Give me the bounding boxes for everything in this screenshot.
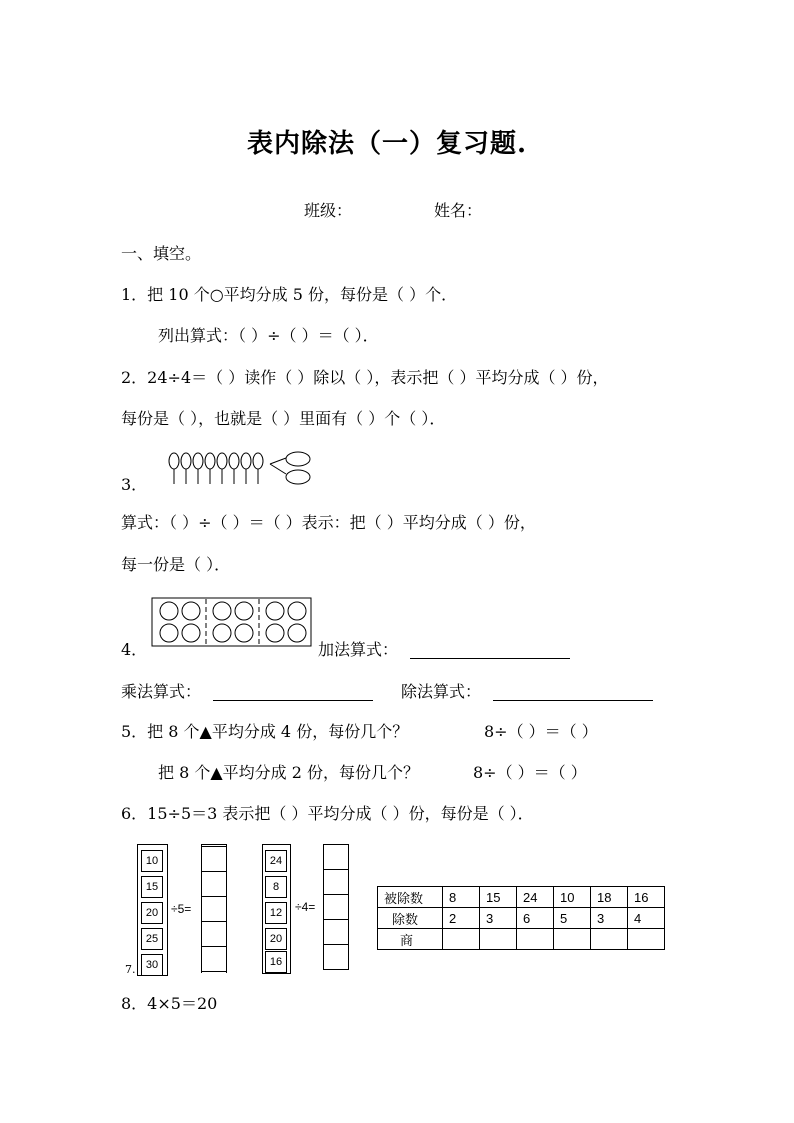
dividend-cell: 20 [265,928,287,950]
table-cell: 16 [628,887,665,908]
q1-line1: 1．把 10 个○平均分成 5 份，每份是（ ）个． [121,285,458,304]
divide-by-4-label: ÷4= [295,900,316,914]
class-label: 班级： [304,201,353,220]
table-cell: 5 [554,908,591,929]
q4-add-blank[interactable] [410,658,570,659]
q1-line2: 列出算式：（ ）÷（ ）＝（ ）． [158,326,379,345]
q4-number: 4． [121,640,148,659]
table-cell: 18 [591,887,628,908]
table-cell: 10 [554,887,591,908]
q4-mul-label: 乘法算式： [121,682,202,701]
q2-line2: 每份是（ ），也就是（ ）里面有（ ）个（ ）． [121,409,446,428]
answer-cell[interactable] [323,869,349,895]
answer-cell[interactable] [201,946,227,972]
column-frame [137,844,168,976]
table-cell: 3 [480,908,517,929]
row-label-divisor: 除数 [378,908,443,929]
dividend-cell: 8 [265,876,287,898]
table-cell: 24 [517,887,554,908]
dividend-cell: 15 [141,876,163,898]
dividend-cell: 12 [265,902,287,924]
answer-cell[interactable] [628,929,665,950]
dividend-cell: 30 [141,954,163,976]
table-cell: 8 [443,887,480,908]
table-cell: 15 [480,887,517,908]
q3-number: 3． [121,475,148,494]
answer-cell[interactable] [517,929,554,950]
balloons-figure [166,448,330,494]
table-row [378,929,665,950]
q6-line1: 6．15÷5＝3 表示把（ ）平均分成（ ）份，每份是（ ）． [121,804,534,823]
dividend-cell: 25 [141,928,163,950]
q5-eq2: 8÷（ ）＝（ ） [473,763,587,782]
row-label-dividend: 被除数 [378,887,443,908]
name-label: 姓名： [434,201,483,220]
dividend-cell: 16 [265,951,287,973]
table-cell: 6 [517,908,554,929]
q7-number: 7. [125,963,136,976]
answer-cell[interactable] [201,921,227,947]
quotient-table [377,886,665,950]
table-row [378,908,665,929]
q3-line1: 算式：（ ）÷（ ）＝（ ）表示：把（ ）平均分成（ ）份， [121,513,536,532]
q5-line1: 5．把 8 个▲平均分成 4 份，每份几个？ [121,722,409,741]
q8-line1: 8．4×5＝20 [121,994,218,1013]
answer-cell[interactable] [323,919,349,945]
table-cell: 2 [443,908,480,929]
row-label-quotient: 商 [378,929,443,950]
dividend-cell: 10 [141,850,163,872]
answer-cell[interactable] [591,929,628,950]
page-title: 表内除法（一）复习题. [247,129,528,159]
q4-div-label: 除法算式： [401,682,482,701]
answer-cell[interactable] [201,896,227,922]
answer-cell[interactable] [201,871,227,897]
answer-cell[interactable] [323,894,349,920]
answer-cell[interactable] [554,929,591,950]
circles-figure [151,597,313,649]
q4-div-blank[interactable] [493,700,653,701]
answer-cell[interactable] [323,844,349,870]
answer-cell[interactable] [480,929,517,950]
table-cell: 4 [628,908,665,929]
dividend-cell: 20 [141,902,163,924]
q4-add-label: 加法算式： [318,640,399,659]
q4-mul-blank[interactable] [213,700,373,701]
answer-cell[interactable] [323,944,349,970]
q2-line1: 2．24÷4＝（ ）读作（ ）除以（ ），表示把（ ）平均分成（ ）份， [121,368,609,387]
divide-by-5-label: ÷5= [171,902,192,916]
q3-line2: 每一份是（ ）． [121,555,231,574]
q5-line2: 把 8 个▲平均分成 2 份，每份几个？ [158,763,420,782]
section-heading: 一、填空。 [121,244,202,263]
answer-cell[interactable] [201,846,227,872]
q5-eq1: 8÷（ ）＝（ ） [484,722,598,741]
table-cell: 3 [591,908,628,929]
table-row [378,887,665,908]
dividend-cell: 24 [265,850,287,872]
answer-cell[interactable] [443,929,480,950]
